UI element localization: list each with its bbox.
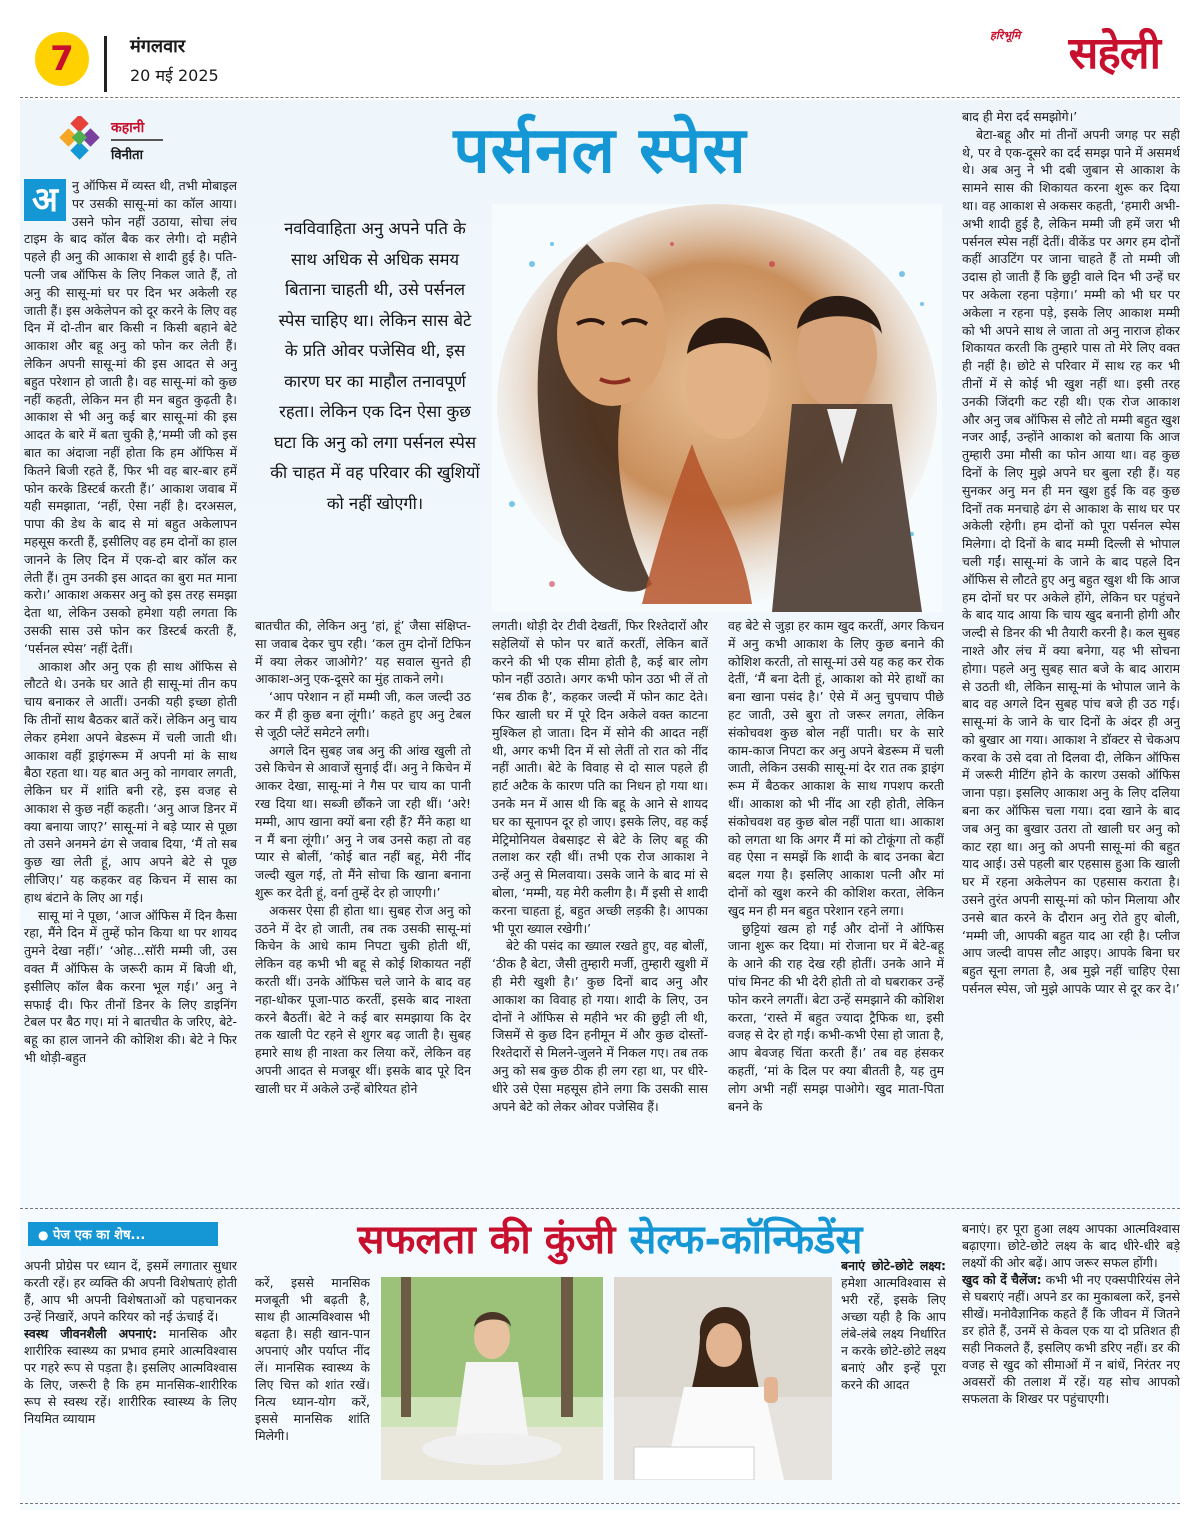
story-paragraph: वह बेटे से जुड़ा हर काम खुद करतीं, अगर किचन में अनु कभी आकाश के लिए कुछ बनाने की कोशिश करती, तो सासू-मां उसे यह कह कर रोक देतीं, ‘मैं बना देती हूं, आकाश को मेरे हाथों का बना खाना पसंद है।’ ऐसे में अनु चुपचाप पीछे हट जाती, उसे बुरा तो जरूर लगता, लेकिन संकोचवश कुछ बोल नहीं पाती। घर के सारे काम-काज निपटा कर अनु अपने बेडरूम में चली जाती, लेकिन उसकी सासू-मां देर रात तक ड्राइंग रूम में बैठकर आकाश के साथ गपशप करती थीं। आकाश को भी नींद आ रही होती, लेकिन संकोचवश वह कुछ बोल नहीं पाता था। आकाश को लगता था कि अगर मैं मां को टोकूंगा तो कहीं वह ऐसा न समझें कि शादी के बाद उनका बेटा बदल गया है। इसलिए आकाश पत्नी और मां दोनों को खुश करने की कोशिश करता, लेकिन खुद मन ही मन बहुत परेशान रहने लगा। <box>728 618 944 918</box>
continued-label-text: पेज एक का शेष... <box>53 1228 146 1243</box>
section2-paragraph: कभी भी नए एक्सपीरियंस लेने से घबराएं नहीं। अपने डर का मुकाबला करें, इनसे सीखें। मनोवैज्ञानिक कहते हैं कि जीवन में जितने डर होते हैं, उनमें से केवल एक या दो प्रतिशत ही सही निकलते हैं, इसलिए कभी डरिए नहीं। डर की वजह से खुद को सीमाओं में न बांधें, निरंतर नए अवसरों की तलाश में रहें। यह सोच आपको सफलता के शिखर पर पहुंचाएगी। <box>962 1272 1180 1406</box>
section2-subheading: बनाएं छोटे-छोटे लक्ष्य: <box>841 1258 946 1273</box>
story-column-5 <box>962 108 1180 1202</box>
meditation-photo <box>381 1277 603 1480</box>
dropcap: अ <box>24 179 66 221</box>
story-paragraph: अगले दिन सुबह जब अनु की आंख खुली तो उसे किचेन से आवाजें सुनाई दीं। अनु ने किचेन में आकर देखा, सासू-मां ने गैस पर चाय का पानी रख दिया था। सब्जी छौंकने जा रही थीं। ‘अरे! मम्मी, आप खाना क्यों बना रही हैं? मैंने कहा था न मैं बना लूंगी।’ अनु ने जब उनसे कहा तो वह प्यार से बोलीं, ‘कोई बात नहीं बहू, मेरी नींद जल्दी खुल गई, तो मैंने सोचा कि खाना बनाना शुरू कर देती हूं, वर्ना तुम्हें देर हो जाएगी।’ <box>255 742 471 900</box>
story-intro: नवविवाहिता अनु अपने पति के साथ अधिक से अधिक समय बिताना चाहती थी, उसे पर्सनल स्पेस चाहिए था। लेकिन सास बेटे के प्रति ओवर पजेसिव थी, इस कारण घर का माहौल तनावपूर्ण रहता। लेकिन एक दिन ऐसा कुछ घटा कि अनु को लगा पर्सनल स्पेस की चाहत में वह परिवार की खुशियों को नहीं खोएगी। <box>270 219 480 513</box>
masthead-logo <box>990 28 1160 86</box>
masthead-publisher: हरिभूमि <box>990 29 1021 42</box>
story-paragraph: बातचीत की, लेकिन अनु ‘हां, हूं’ जैसा संक्षिप्त-सा जवाब देकर चुप रही। ‘कल तुम दोनों टिफिन में क्या लेकर जाओगे?’ यह सवाल सुनते ही आकाश-अनु एक-दूसरे का मुंह ताकने लगे। <box>255 618 471 687</box>
footer-rule <box>20 1503 1180 1504</box>
header-divider <box>104 36 107 92</box>
section-label: कहानी <box>111 120 145 136</box>
story-column-1 <box>24 177 237 1202</box>
section2-title-part2: सेल्फ-कॉन्फिडेंस <box>629 1217 863 1263</box>
section2-subheading: खुद को दें चैलेंज: <box>962 1272 1042 1287</box>
story-paragraph: अकसर ऐसा ही होता था। सुबह रोज अनु को उठने में देर हो जाती, तब तक उसकी सासू-मां किचेन के आधे काम निपटा चुकी होती थीं, लेकिन वह कभी भी बहू से कोई शिकायत नहीं करती थीं। उनके ऑफिस चले जाने के बाद वह नहा-धोकर पूजा-पाठ करतीं, इसके बाद नाश्ता करने बैठतीं। बेटे ने कई बार समझाया कि देर तक खाली पेट रहने से शुगर बढ़ जाती है। सुबह हमारे साथ ही नाश्ता कर लिया करें, लेकिन वह अपनी आदत से मजबूर थीं। इसके बाद पूरे दिन खाली घर में अकेले उन्हें बोरियत होने <box>255 902 471 1096</box>
story-paragraph: नु ऑफिस में व्यस्त थी, तभी मोबाइल पर उसकी सासू-मां का कॉल आया। उसने फोन नहीं उठाया, सोचा लंच टाइम के बाद कॉल बैक कर लेगी। दो महीने पहले ही अनु की आकाश से शादी हुई है। पति-पत्नी जब ऑफिस के लिए निकल जाते हैं, तो अनु की सासू-मां घर पर दिन भर अकेली रह जाती हैं। इस अकेलेपन को दूर करने के लिए वह दिन में दो-तीन बार किसी न किसी बहाने बेटे आकाश और बहू अनु को फोन कर लेती हैं। लेकिन अपनी सासू-मां की इस आदत से अनु बहुत परेशान हो जाती है। वह सासू-मां को कुछ नहीं कहती, लेकिन मन ही मन बहुत कुढ़ती है। आकाश से भी अनु कई बार सासू-मां की इस आदत के बारे में बता चुकी है,‘मम्मी जी को इस बात का अंदाजा नहीं होता कि हम ऑफिस में कितने बिजी रहते हैं, फिर भी वह बार-बार हमें फोन करके डिस्टर्ब करती हैं।’ आकाश जवाब में यही समझाता, ‘नहीं, ऐसा नहीं है। दरअसल, पापा की डेथ के बाद से मां बहुत अकेलापन महसूस करती हैं, इसीलिए वह हम दोनों का हाल जानने के लिए दिन में एक-दो बार कॉल कर लेती हैं। तुम उनकी इस आदत का बुरा मत माना करो।’ आकाश अकसर अनु को इस तरह समझा देता था, लेकिन उसको हमेशा यही लगता कि उसकी सास उसे फोन कर डिस्टर्ब करती हैं, ‘पर्सनल स्पेस’ नहीं देतीं। <box>24 178 237 656</box>
story-column-3 <box>492 617 708 1202</box>
header-day: मंगलवार <box>130 36 186 57</box>
story-column-4 <box>728 617 944 1202</box>
continued-label <box>28 1222 218 1246</box>
page-number: 7 <box>50 39 74 79</box>
section-label-underline <box>111 139 163 141</box>
story-author: विनीता <box>111 148 143 163</box>
header-date: 20 मई 2025 <box>130 66 219 85</box>
couple-illustration <box>492 204 942 612</box>
section2-column-1 <box>24 1257 237 1492</box>
page-number-badge <box>35 32 89 86</box>
story-paragraph: सासू मां ने पूछा, ‘आज ऑफिस में दिन कैसा रहा, मैंने दिन में तुम्हें फोन किया था पर शायद तुमने देखा नहीं।’ ‘ओह...सॉरी मम्मी जी, उस वक्त मैं ऑफिस के जरूरी काम में बिजी थी, इसीलिए कॉल बैक करना भूल गई।’ अनु ने सफाई दी। फिर तीनों डिनर के लिए डाइनिंग टेबल पर बैठ गए। मां ने बातचीत के जरिए, बेटे-बहू का हाल जानने की कोशिश की। बेटे ने फिर भी थोड़ी-बहुत <box>24 907 237 1066</box>
section2-paragraph: अपनी प्रोग्रेस पर ध्यान दें, इसमें लगातार सुधार करती रहें। हर व्यक्ति की अपनी विशेषताएं होती हैं, आप भी अपनी विशेषताओं को पहचानकर उन्हें निखारें, अपने करियर को नई ऊंचाई दें। <box>24 1258 237 1324</box>
kahani-diamond-icon <box>58 116 102 160</box>
story-paragraph: ‘आप परेशान न हों मम्मी जी, कल जल्दी उठ कर मैं ही कुछ बना लूंगी।’ कहते हुए अनु टेबल से जूठी प्लेटें समेटने लगी। <box>255 689 471 740</box>
story-column-2 <box>255 617 471 1202</box>
section2-column-4 <box>962 1220 1180 1492</box>
section-rule <box>20 1208 1180 1209</box>
section2-title <box>270 1218 950 1262</box>
story-paragraph: बेटे की पसंद का ख्याल रखते हुए, वह बोलीं, ‘ठीक है बेटा, जैसी तुम्हारी मर्जी, तुम्हारी खुशी में ही मेरी खुशी है।’ कुछ दिनों बाद अनु और आकाश का विवाह हो गया। शादी के लिए, उन दोनों ने ऑफिस से महीने भर की छुट्टी ली थी, जिसमें से कुछ दिन हनीमून में और कुछ दोस्तों-रिश्तेदारों से मिलने-जुलने में निकल गए। तब तक अनु को सब कुछ ठीक ही लग रहा था, पर धीरे-धीरे उसे ऐसा महसूस होने लगा कि उसकी सास अपने बेटे को लेकर ओवर पजेसिव हैं। <box>492 938 708 1114</box>
story-title: पर्सनल स्पेस <box>453 114 747 188</box>
masthead-title: सहेली <box>1068 28 1160 79</box>
section2-column-2 <box>255 1274 370 1492</box>
section2-paragraph: बनाएं। हर पूरा हुआ लक्ष्य आपका आत्मविश्वास बढ़ाएगा। छोटे-छोटे लक्ष्य के बाद धीरे-धीरे बड़े लक्ष्यों की ओर बढ़ें। आप जरूर सफल होंगी। <box>962 1221 1180 1270</box>
bullet-icon: ● <box>38 1228 49 1242</box>
section2-column-3 <box>841 1257 946 1492</box>
story-paragraph: बाद ही मेरा दर्द समझोगे।’ <box>962 109 1078 124</box>
confident-woman-photo <box>614 1277 832 1480</box>
section2-title-part1: सफलता की कुंजी <box>357 1217 616 1263</box>
header-rule <box>20 97 1180 98</box>
section2-paragraph: करें, इससे मानसिक मजबूती भी बढ़ती है, साथ ही आत्मविश्वास भी बढ़ता है। सही खान-पान अपनाएं और पर्याप्त नींद लें। मानसिक स्वास्थ्य के लिए चित्त को शांत रखें। नित्य ध्यान-योग करें, इससे मानसिक शांति मिलेगी। <box>255 1275 370 1443</box>
story-paragraph: छुट्टियां खत्म हो गईं और दोनों ने ऑफिस जाना शुरू कर दिया। मां रोजाना घर में बेटे-बहू के आने की राह देख रही होतीं। उनके आने में पांच मिनट की भी देरी होती तो वो घबराकर उन्हें फोन करने लगतीं। बेटा उन्हें समझाने की कोशिश करता, ‘रास्ते में बहुत ज्यादा ट्रैफिक था, इसी वजह से देर हो गई। कभी-कभी ऐसा हो जाता है, आप बेवजह चिंता करती हैं।’ तब वह हंसकर कहतीं, ‘मां के दिल पर क्या बीतती है, यह तुम लोग अभी नहीं समझ पाओगे। खुद माता-पिता बनने के <box>728 920 944 1114</box>
section2-subheading: स्वस्थ जीवनशैली अपनाएं: <box>24 1326 158 1341</box>
page-header <box>20 28 1180 98</box>
story-paragraph: बेटा-बहू और मां तीनों अपनी जगह पर सही थे, पर वे एक-दूसरे का दर्द समझ पाने में असमर्थ थे। अब अनु ने भी दबी जुबान से आकाश के सामने सास की शिकायत करना शुरू कर दिया था। वह आकाश से अकसर कहती, ‘हमारी अभी-अभी शादी हुई है, लेकिन मम्मी जी हमें जरा भी पर्सनल स्पेस नहीं देतीं। वीकेंड पर अगर हम दोनों कहीं आउटिंग पर जाना चाहते हैं तो मम्मी जी उदास हो जाती हैं कि छुट्टी वाले दिन भी उन्हें घर पर अकेला रहना पड़ेगा।’ मम्मी को भी घर पर अकेला न रहना पड़े, इसके लिए आकाश मम्मी को भी अपने साथ ले जाता तो अनु नाराज होकर शिकायत करती कि तुम्हारे पास तो मेरे लिए वक्त ही नहीं है। छोटे से परिवार में साथ रह कर भी तीनों में से कोई भी खुश नहीं था। इसी तरह उनकी जिंदगी कट रही थी। एक रोज आकाश और अनु जब ऑफिस से लौटे तो मम्मी बहुत खुश नजर आईं, उन्होंने आकाश को बताया कि आज तुम्हारी उमा मौसी का फोन आया था। वह कुछ दिनों के लिए मुझे अपने घर बुला रही हैं। यह सुनकर अनु मन ही मन खुश हुई कि वह कुछ दिनों तक मनचाहे ढंग से आकाश के साथ घर पर अकेली रहेगी। हम दोनों को पूरा पर्सनल स्पेस मिलेगा। दो दिनों के बाद मम्मी दिल्ली से भोपाल चली गईं। सासू-मां के जाने के बाद पहले दिन ऑफिस से लौटते हुए अनु बहुत खुश थी कि आज हम दोनों घर पर अकेले होंगे, लेकिन घर पहुंचने के बाद याद आया कि चाय खुद बनानी होगी और जल्दी से डिनर की भी तैयारी करनी है। कल सुबह नाश्ते और लंच में क्या बनेगा, यह भी सोचना होगा। पहले अनु सुबह सात बजे के बाद आराम से उठती थी, लेकिन सासू-मां के भोपाल जाने के बाद वह अगले दिन सुबह पांच बजे ही उठ गई। सासू-मां के जाने के चार दिनों के अंदर ही अनु को बुखार आ गया। आकाश ने डॉक्टर से चेकअप करवा के उसे दवा तो दिलवा दी, लेकिन ऑफिस में जरूरी मीटिंग होने के कारण उसको ऑफिस जाना पड़ा। इसलिए आकाश अनु के लिए दलिया बना कर ऑफिस चला गया। दवा खाने के बाद जब अनु का बुखार उतरा तो खाली घर अनु को काट रहा था। अनु को अपनी सासू-मां की बहुत याद आई। उसे पहली बार एहसास हुआ कि खाली घर में रहना अकेलेपन का एहसास कराता है। उसने तुरंत अपनी सासू-मां को फोन मिलाया और उनसे बात करने के दौरान अनु रोते हुए बोली, ‘मम्मी जी, आपकी बहुत याद आ रही है। प्लीज आप जल्दी वापस लौट आइए। आपके बिना घर बहुत सूना लगता है, अब मुझे नहीं चाहिए ऐसा पर्सनल स्पेस, जो मुझे आपके प्यार से दूर कर दे।’ <box>962 126 1180 997</box>
story-paragraph: आकाश और अनु एक ही साथ ऑफिस से लौटते थे। उनके घर आते ही सासू-मां तीन कप चाय बनाकर ले आतीं। उनकी यही इच्छा होती कि तीनों साथ बैठकर बातें करें। लेकिन अनु चाय लेकर हमेशा अपने बेडरूम में चली जाती थी। आकाश वहीं ड्राइंगरूम में अपनी मां के साथ बैठा रहता था। यह बात अनु को नागवार लगती, लेकिन घर में शांति बनी रहे, इस वजह से आकाश से कुछ नहीं कहती। ‘अनु आज डिनर में क्या बनाया जाए?’ सासू-मां ने बड़े प्यार से पूछा तो उसने अनमने ढंग से जवाब दिया, ‘मैं तो सब कुछ खा लेती हूं, आप अपने बेटे से पूछ लीजिए।’ यह कहकर वह किचन में सास का हाथ बंटाने के लिए आ गई। <box>24 658 237 905</box>
section2-paragraph: हमेशा आत्मविश्वास से भरी रहें, इसके लिए अच्छा यही है कि आप लंबे-लंबे लक्ष्य निर्धारित न करके छोटे-छोटे लक्ष्य बनाएं और इन्हें पूरा करने की आदत <box>841 1275 946 1392</box>
section2-paragraph: मानसिक और शारीरिक स्वास्थ्य का प्रभाव हमारे आत्मविश्वास पर गहरे रूप से पड़ता है। इसलिए आत्मविश्वास के लिए, जरूरी है कि हम मानसिक-शारीरिक रूप से स्वस्थ रहें। शारीरिक स्वास्थ्य के लिए नियमित व्यायाम <box>24 1326 237 1426</box>
story-paragraph: लगती। थोड़ी देर टीवी देखतीं, फिर रिश्तेदारों और सहेलियों से फोन पर बातें करतीं, लेकिन बातें करने की भी एक सीमा होती है, कई बार लोग फोन नहीं उठाते। अगर कभी फोन उठा भी लें तो ‘सब ठीक है’, कहकर जल्दी में फोन काट देते। फिर खाली घर में पूरे दिन अकेले वक्त काटना मुश्किल हो जाता। दिन में सोने की आदत नहीं थी, अगर कभी दिन में सो लेतीं तो रात को नींद नहीं आती। बेटे के विवाह से दो साल पहले ही हार्ट अटैक के कारण पति का निधन हो गया था। उनके मन में आस थी कि बहू के आने से शायद घर का सूनापन दूर हो जाए। इसके लिए, वह कई मेट्रिमोनियल वेबसाइट से बेटे के लिए बहू की तलाश कर रही थीं। तभी एक रोज आकाश ने उन्हें अनु से मिलवाया। उसके जाने के बाद मां से बोला, ‘मम्मी, यह मेरी कलीग है। मैं इसी से शादी करना चाहता हूं, बहुत अच्छी लड़की है। आपका भी पूरा ख्याल रखेगी।’ <box>492 618 708 936</box>
